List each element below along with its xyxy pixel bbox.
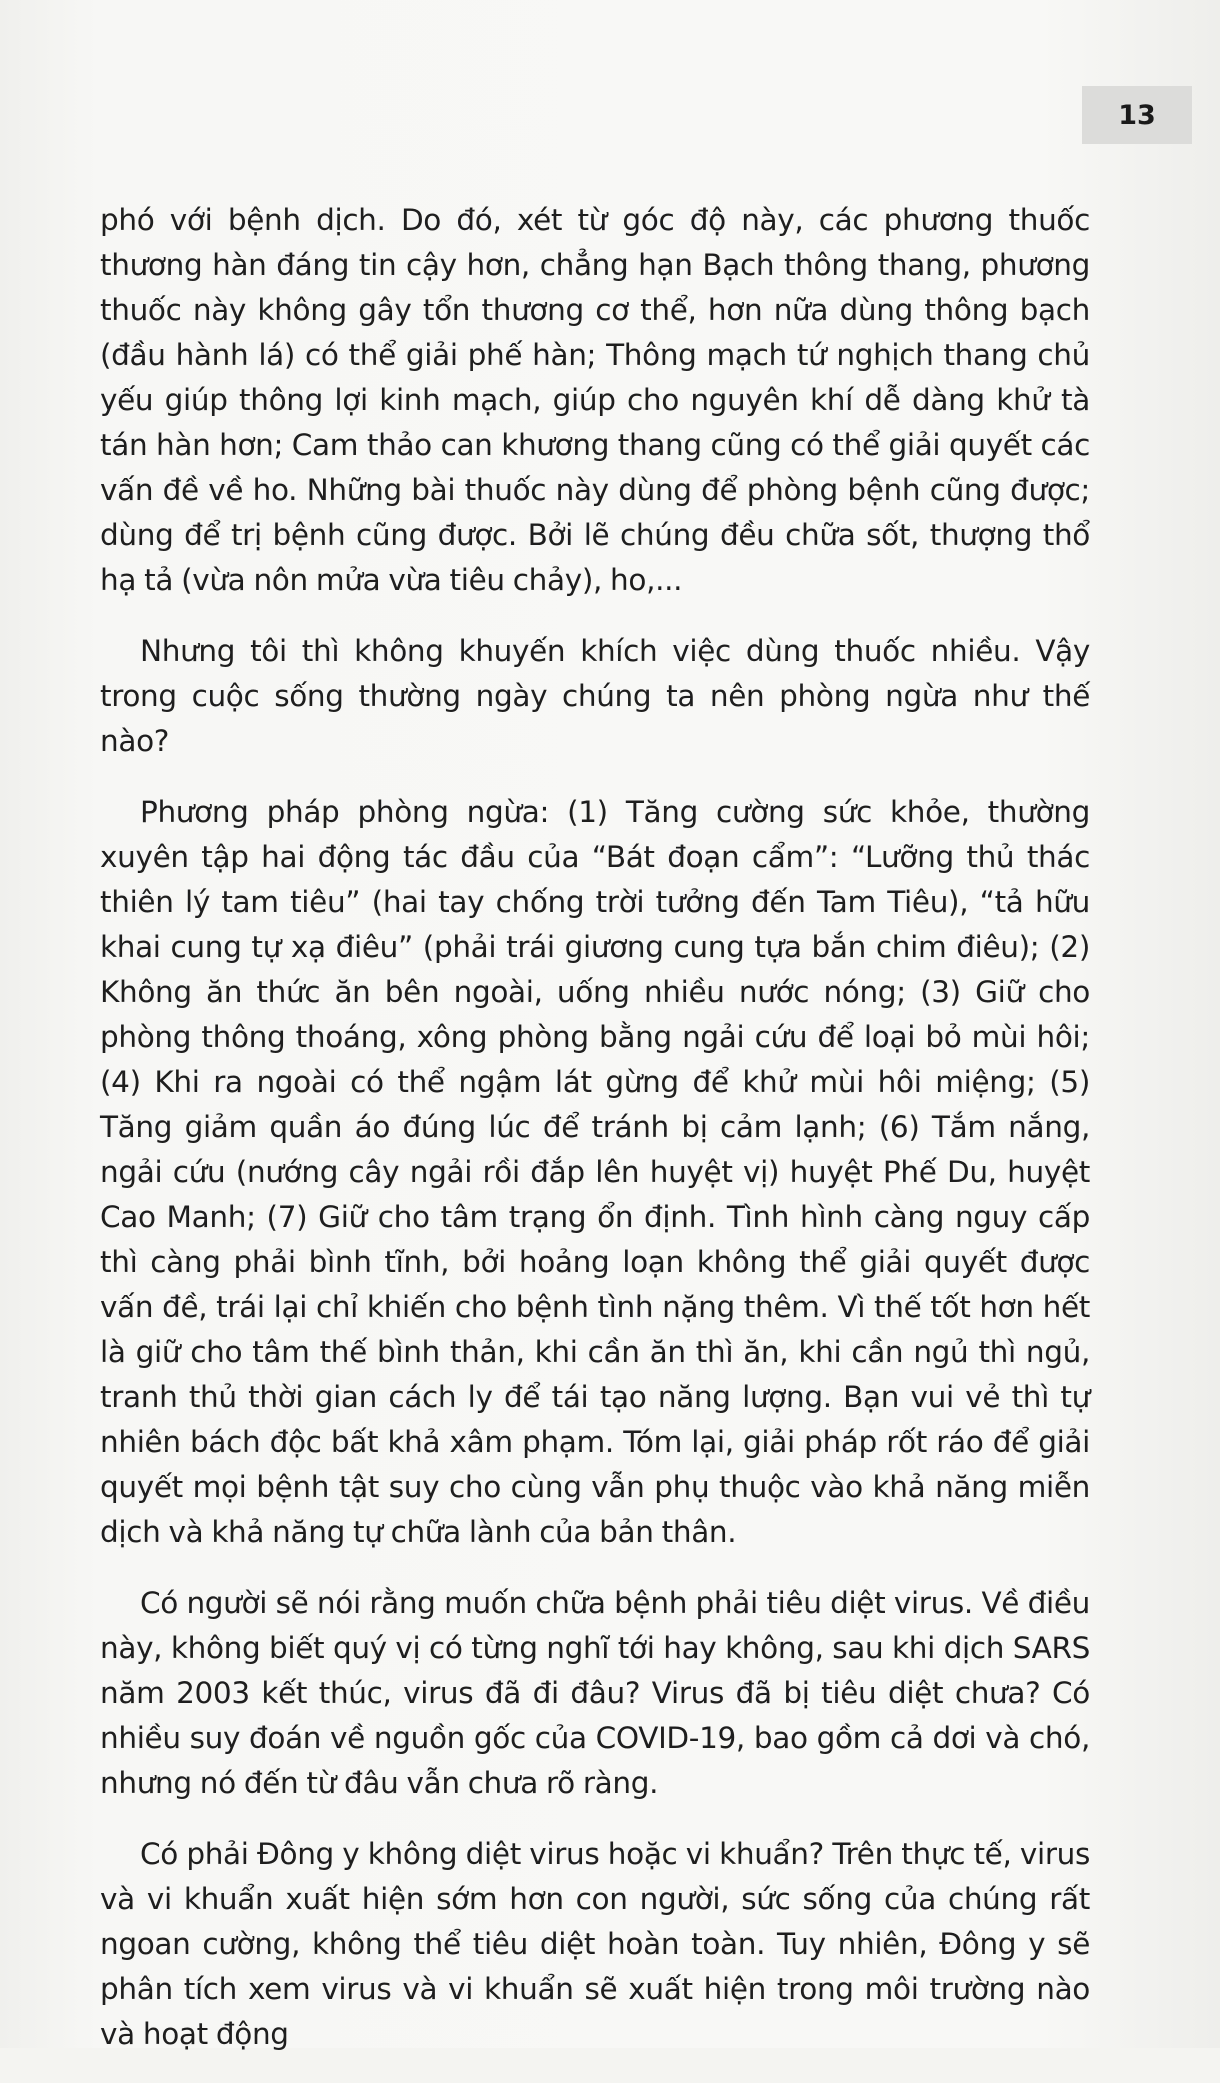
paragraph: Phương pháp phòng ngừa: (1) Tăng cường sức khỏe, thường xuyên tập hai động tác đầu của “Bát đoạn cẩm”: “Lưỡng thủ thác thiên lý tam tiêu” (hai tay chống trời tưởng đến Tam Tiêu), “tả hữu khai cung tự xạ điêu” (phải trái giương cung tựa bắn chim điêu); (2) Không ăn thức ăn bên ngoài, uống nhiều nước nóng; (3) Giữ cho phòng thông thoáng, xông phòng bằng ngải cứu để loại bỏ mùi hôi; (4) Khi ra ngoài có thể ngậm lát gừng để khử mùi hôi miệng; (5) Tăng giảm quần áo đúng lúc để tránh bị cảm lạnh; (6) Tắm nắng, ngải cứu (nướng cây ngải rồi đắp lên huyệt vị) huyệt Phế Du, huyệt Cao Manh; (7) Giữ cho tâm trạng ổn định. Tình hình càng nguy cấp thì càng phải bình tĩnh, bởi hoảng loạn không thể giải quyết được vấn đề, trái lại chỉ khiến cho bệnh tình nặng thêm. Vì thế tốt hơn hết là giữ cho tâm thế bình thản, khi cần ăn thì ăn, khi cần ngủ thì ngủ, tranh thủ thời gian cách ly để tái tạo năng lượng. Bạn vui vẻ thì tự nhiên bách độc bất khả xâm phạm. Tóm lại, giải pháp rốt ráo để giải quyết mọi bệnh tật suy cho cùng vẫn phụ thuộc vào khả năng miễn dịch và khả năng tự chữa lành của bản thân.	[100, 795, 1090, 1549]
body-text	[100, 198, 1090, 2083]
paragraph: phó với bệnh dịch. Do đó, xét từ góc độ này, các phương thuốc thương hàn đáng tin cậy hơn, chẳng hạn Bạch thông thang, phương thuốc này không gây tổn thương cơ thể, hơn nữa dùng thông bạch (đầu hành lá) có thể giải phế hàn; Thông mạch tứ nghịch thang chủ yếu giúp thông lợi kinh mạch, giúp cho nguyên khí dễ dàng khử tà tán hàn hơn; Cam thảo can khương thang cũng có thể giải quyết các vấn đề về ho. Những bài thuốc này dùng để phòng bệnh cũng được; dùng để trị bệnh cũng được. Bởi lẽ chúng đều chữa sốt, thượng thổ hạ tả (vừa nôn mửa vừa tiêu chảy), ho,...	[100, 203, 1090, 597]
paragraph: Nhưng tôi thì không khuyến khích việc dùng thuốc nhiều. Vậy trong cuộc sống thường ngày chúng ta nên phòng ngừa như thế nào?	[100, 634, 1090, 758]
paragraph: Có người sẽ nói rằng muốn chữa bệnh phải tiêu diệt virus. Về điều này, không biết quý vị có từng nghĩ tới hay không, sau khi dịch SARS năm 2003 kết thúc, virus đã đi đâu? Virus đã bị tiêu diệt chưa? Có nhiều suy đoán về nguồn gốc của COVID-19, bao gồm cả dơi và chó, nhưng nó đến từ đâu vẫn chưa rõ ràng.	[100, 1586, 1090, 1800]
page-number: 13	[1082, 86, 1192, 144]
paragraph: Có phải Đông y không diệt virus hoặc vi khuẩn? Trên thực tế, virus và vi khuẩn xuất hiện sớm hơn con người, sức sống của chúng rất ngoan cường, không thể tiêu diệt hoàn toàn. Tuy nhiên, Đông y sẽ phân tích xem virus và vi khuẩn sẽ xuất hiện trong môi trường nào và hoạt động	[100, 1837, 1090, 2051]
